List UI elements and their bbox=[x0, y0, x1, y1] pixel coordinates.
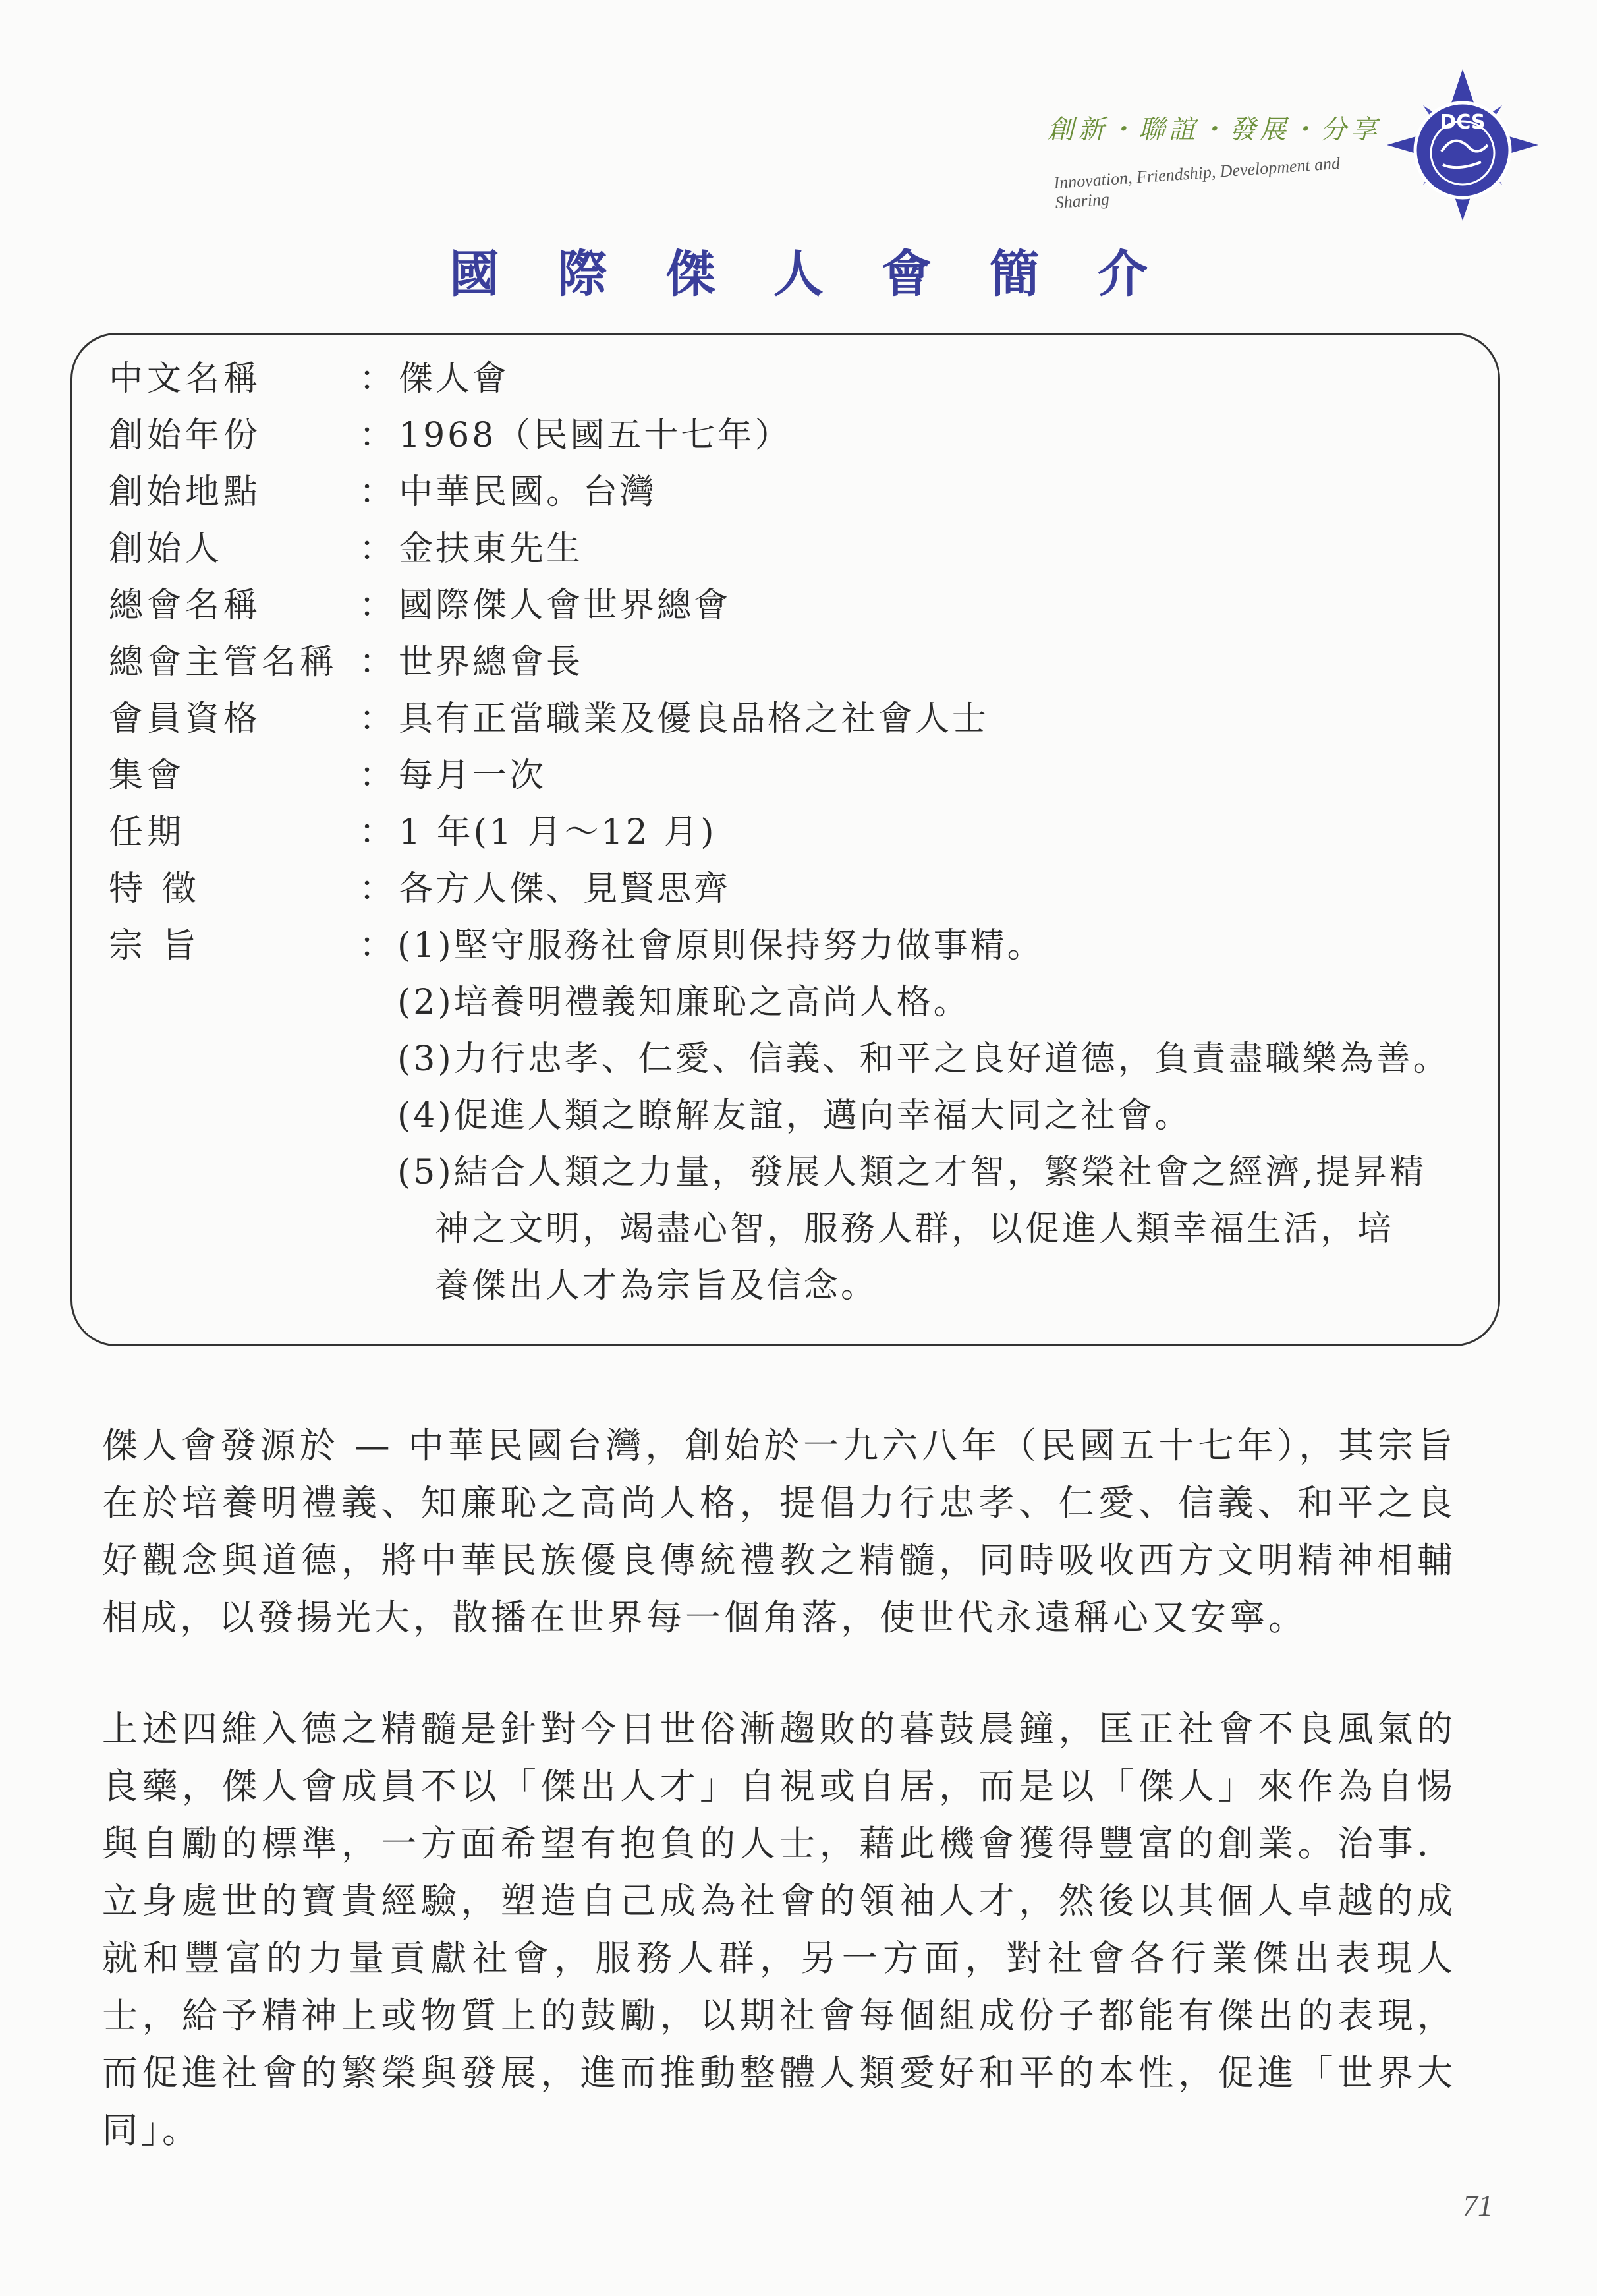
dcs-logo bbox=[1384, 66, 1542, 224]
fact-row: 創始地點 ： 中華民國。台灣 bbox=[109, 473, 658, 512]
aim-item-continued: 神之文明，竭盡心智，服務人群，以促進人類幸福生活，培 bbox=[435, 1209, 1395, 1249]
paragraph-purpose: 上述四維入德之精髓是針對今日世俗漸趨敗的暮鼓晨鐘，匡正社會不良風氣的良藥，傑人會成員不以「傑出人才」自視或自居，而是以「傑人」來作為自惕與自勵的標準，一方面希望有抱負的人士，藉此機會獲得豐富的創業。治事．立身處世的寶貴經驗，塑造自己成為社會的領袖人才，然後以其個人卓越的成就和豐富的力量貢獻社會，服務人群，另一方面，對社會各行業傑出表現人士，給予精神上或物質上的鼓勵，以期社會每個組成份子都能有傑出的表現，而促進社會的繁榮與發展，進而推動整體人類愛好和平的本性，促進「世界大同」。 bbox=[102, 1708, 1456, 2151]
fact-row: 創始年份 ： 1968（民國五十七年） bbox=[109, 416, 792, 455]
aim-item: (1)堅守服務社會原則保持努力做事精。 bbox=[397, 926, 1044, 965]
motto-chinese: 創新・聯誼・發展・分享 bbox=[1048, 115, 1381, 145]
fact-row: 任期 ： 1 年(1 月～12 月) bbox=[109, 813, 717, 852]
fact-row: 集會 ： 每月一次 bbox=[109, 756, 547, 795]
fact-row: 總會主管名稱 ： 世界總會長 bbox=[109, 643, 584, 682]
fact-row: 特 徵 ： 各方人傑、見賢思齊 bbox=[109, 869, 731, 909]
page-title: 國際傑人會簡介 bbox=[449, 244, 1206, 303]
aim-item: (4)促進人類之瞭解友誼，邁向幸福大同之社會。 bbox=[397, 1096, 1192, 1135]
page-number: 71 bbox=[1463, 2189, 1493, 2222]
aim-item: (2)培養明禮義知廉恥之高尚人格。 bbox=[397, 983, 970, 1022]
fact-row: 總會名稱 ： 國際傑人會世界總會 bbox=[109, 586, 731, 625]
aim-item: (3)力行忠孝、仁愛、信義、和平之良好道德，負責盡職樂為善。 bbox=[397, 1039, 1450, 1079]
paragraph-origin: 傑人會發源於 — 中華民國台灣，創始於一九六八年（民國五十七年），其宗旨在於培養明禮義、知廉恥之高尚人格，提倡力行忠孝、仁愛、信義、和平之良好觀念與道德，將中華民族優良傳統禮教之精髓，同時吸收西方文明精神相輔相成，以發揚光大，散播在世界每一個角落，使世代永遠稱心又安寧。 bbox=[102, 1425, 1456, 1638]
fact-row: 宗 旨 ： bbox=[109, 926, 394, 965]
fact-row: 會員資格 ： 具有正當職業及優良品格之社會人士 bbox=[109, 699, 990, 739]
motto-english: Innovation, Friendship, Development and Sharing bbox=[1053, 153, 1341, 213]
aim-item: (5)結合人類之力量，發展人類之才智，繁榮社會之經濟,提昇精 bbox=[397, 1153, 1427, 1192]
fact-row: 創始人 ： 金扶東先生 bbox=[109, 529, 584, 569]
logo-text: DCS bbox=[1440, 111, 1486, 134]
fact-row: 中文名稱 ： 傑人會 bbox=[109, 359, 510, 399]
aim-item-continued: 養傑出人才為宗旨及信念。 bbox=[435, 1266, 878, 1306]
